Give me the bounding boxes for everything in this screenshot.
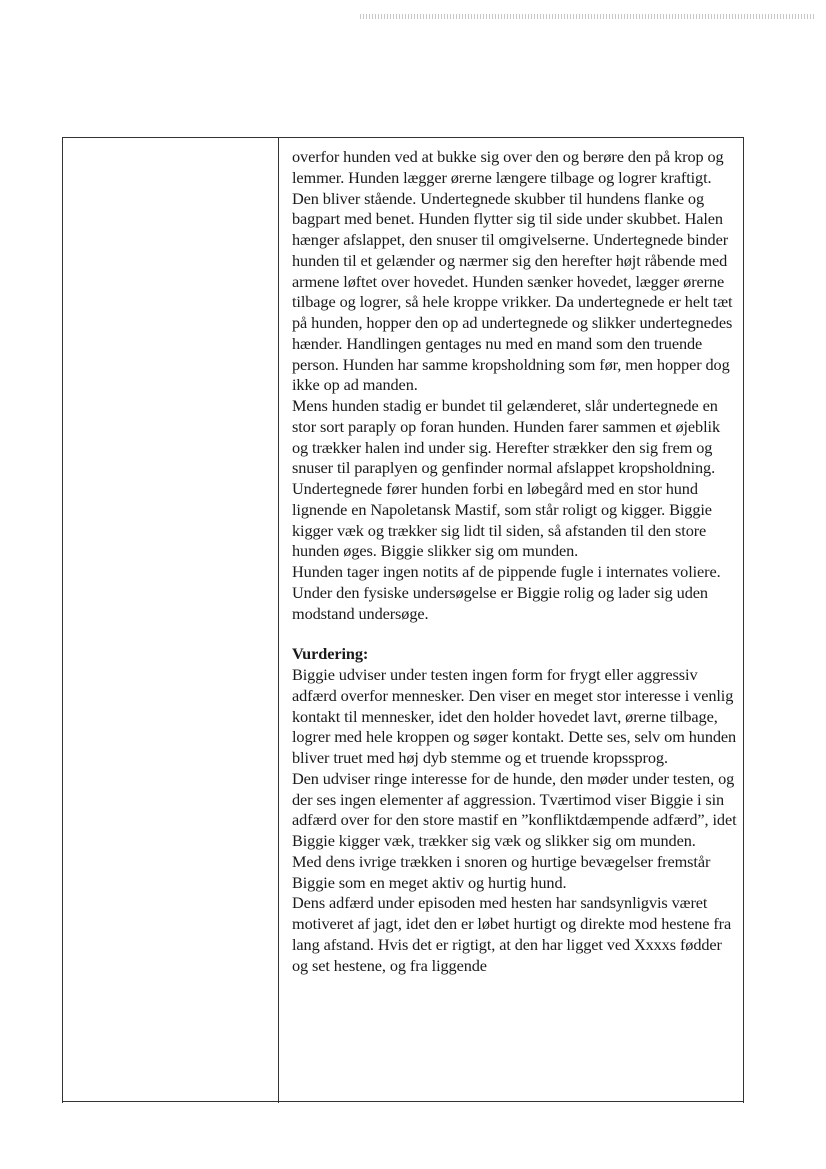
paragraph-observation-1: overfor hunden ved at bukke sig over den og berøre den på krop og lemmer. Hunden lægger ørerne længere tilbage og logrer kraftigt. Den bliver stående. Undertegnede skubber til hundens flanke og bagpart med benet. Hunden flytter sig til side under skubbet. Halen hænger afslappet, den snuser til omgivelserne. Undertegnede binder hunden til et gelænder og nærmer sig den herefter højt råbende med armene løftet over hovedet. Hunden sænker hovedet, lægger ørerne tilbage og logrer, så hele kroppe vrikker. Da undertegnede er helt tæt på hunden, hopper den op ad undertegnede og slikker undertegnedes hænder. Handlingen gentages nu med en mand som den truende person. Hunden har samme kropsholdning som før, men hopper dog ikke op ad manden. xyxy=(292,147,733,395)
table-right-column xyxy=(279,138,743,1103)
paragraph-observation-2: Mens hunden stadig er bundet til gelænderet, slår undertegnede en stor sort paraply op foran hunden. Hunden farer sammen et øjeblik og trækker halen ind under sig. Herefter strækker den sig frem og snuser til paraplyen og genfinder normal afslappet kropsholdning. xyxy=(292,396,720,478)
section-heading: Vurdering: xyxy=(292,644,369,664)
paragraph-observation-5: Under den fysiske undersøgelse er Biggie rolig og lader sig uden modstand undersøge. xyxy=(292,582,708,623)
table-left-column xyxy=(63,138,279,1103)
table-bottom-border xyxy=(62,1101,744,1102)
document-table xyxy=(62,137,744,1103)
paragraph-assessment-1: Biggie udviser under testen ingen form for frygt eller aggressiv adfærd overfor mennesker. Den viser en meget stor interesse i venlig kontakt til mennesker, idet den holder hovedet lavt, ørerne tilbage, logrer med hele kroppen og søger kontakt. Dette ses, selv om hunden bliver truet med høj dyb stemme og et truende kropssprog. xyxy=(292,665,737,767)
scan-artifact xyxy=(360,14,815,19)
paragraph-observation-3: Undertegnede fører hunden forbi en løbegård med en stor hund lignende en Napoletansk Mastif, som står roligt og kigger. Biggie kigger væk og trækker sig lidt til siden, så afstanden til den store hunden øges. Biggie slikker sig om munden. xyxy=(292,479,712,561)
paragraph-assessment-3: Med dens ivrige trækken i snoren og hurtige bevægelser fremstår Biggie som en meget aktiv og hurtig hund. xyxy=(292,851,711,892)
section-gap xyxy=(292,624,737,644)
paragraph-assessment-2: Den udviser ringe interesse for de hunde, den møder under testen, og der ses ingen elementer af aggression. Tværtimod viser Biggie i sin adfærd over for den store mastif en ”konfliktdæmpende adfærd”, idet Biggie kigger væk, trækker sig væk og slikker sig om munden. xyxy=(292,768,737,850)
paragraph-assessment-4: Dens adfærd under episoden med hesten har sandsynligvis været motiveret af jagt, idet den er løbet hurtigt og direkte mod hestene fra lang afstand. Hvis det er rigtigt, at den har ligget ved Xxxxs fødder og set hestene, og fra liggende xyxy=(292,893,732,975)
paragraph-observation-4: Hunden tager ingen notits af de pippende fugle i internates voliere. xyxy=(292,562,721,581)
